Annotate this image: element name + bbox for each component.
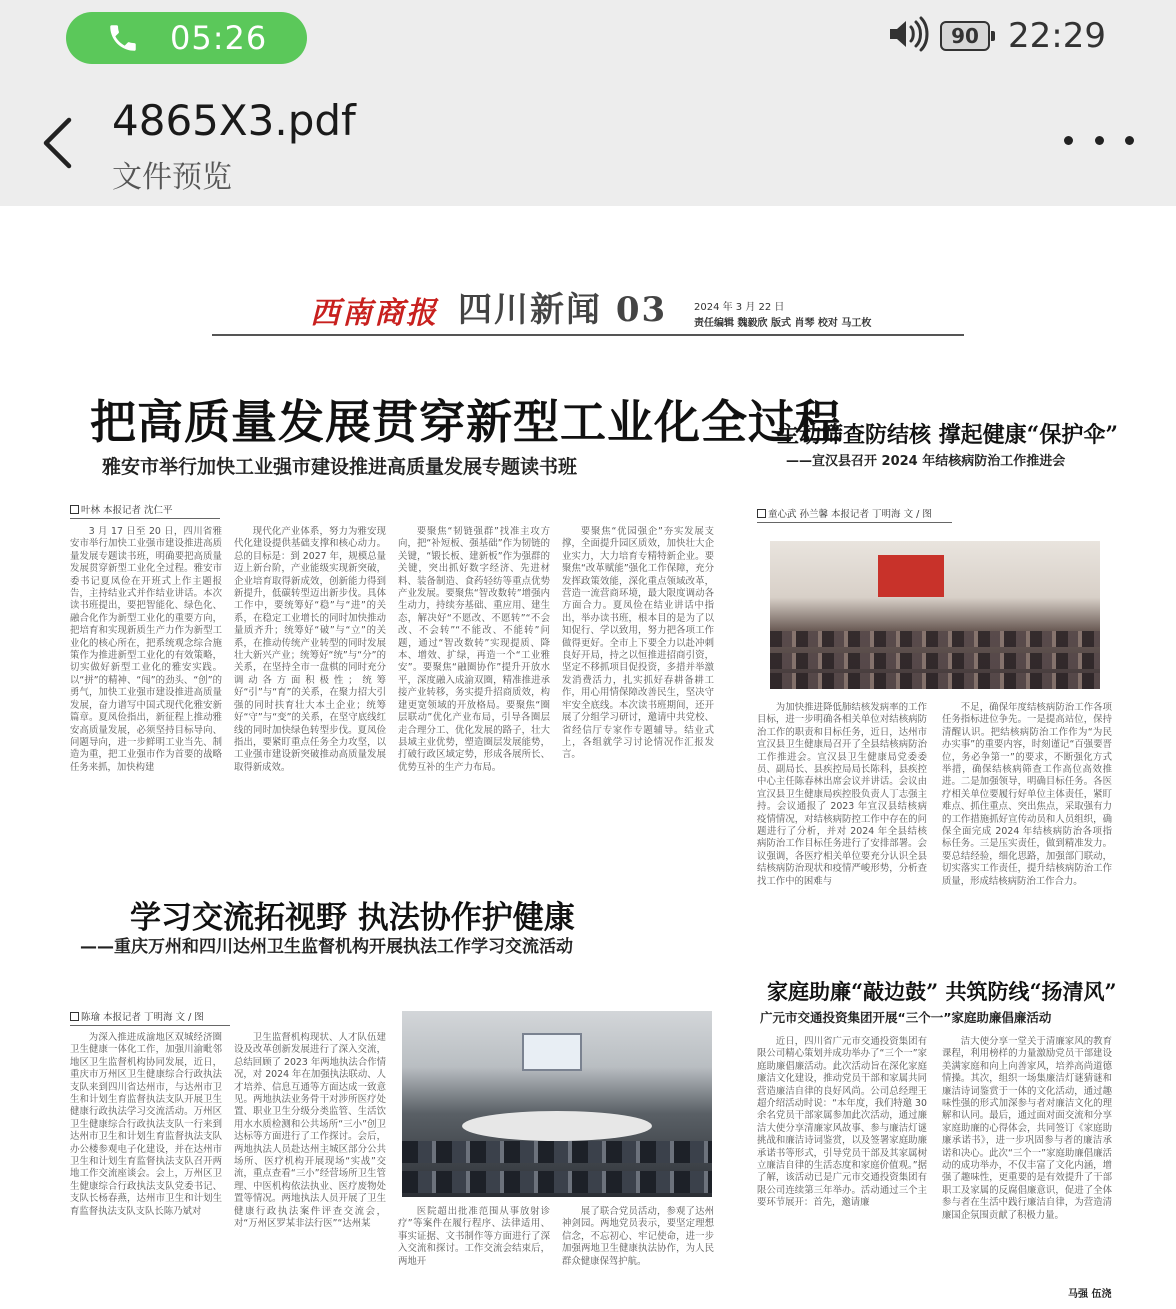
article1-headline: 把高质量发展贯穿新型工业化全过程 [90, 395, 842, 449]
article1-text-3: 要聚焦“韧链强群”找准主攻方向，把“补短板、强基础”作为韧链的关键，“锻长板、建新板”作为强群的关键，突出抓好数字经济、先进材料、装备制造、食药轻纺等重点优势产业发展。要聚焦“智改数转”增强内生动力，持续夯基础、重应用、建生态，解决好“不愿改、不愿转”“不会改、不会转”“不能改、不能转”问题，通过“智改数转”实现提质、降本、增效、扩绿，再造一个“工业雅安”。要聚焦“融圈协作”提升开放水平，深度融入成渝双圈，精准推进承接产业转移，务实提升招商质效，构建更宽领域的开放格局。要聚焦“圈层联动”优化产业布局，引导各圈层走合理分工、优化发展的路子，壮大县域主业优势，塑造圈层发展能势，打破行政区域定势，形成各展所长、优势互补的生产力布局。 [398, 526, 550, 773]
article1-byline: 叶林 本报记者 沈仁平 [70, 502, 220, 519]
article2-text-1: 为加快推进降低肺结核发病率的工作目标，进一步明确各相关单位对结核病防治工作的职责和目标任务，近日，达州市宣汉县卫生健康局召开了全县结核病防治工作推进会。宣汉县卫生健康局党委委员、副局长、县疾控局局长陈科，县疾控中心主任陈春林出席会议并讲话。会议由宣汉县卫生健康局疾控股负责人丁志强主持。会议通报了 2023 年宣汉县结核病疫情情况，对结核病防控工作中存在的问题进行了分析，并对 2024 年全县结核病防治工作目标任务进行了安排部署。会议强调，各医疗相关单位要充分认识全县结核病防治现状和疫情严峻形势，分析查找工作中的困难与 [757, 702, 927, 887]
article4-text-2: 洁大使分享一堂关于清廉家风的教育课程，利用榜样的力量激励党员干部建设美满家庭和向上向善家风，培养高尚道德情操。其次，组织一场集廉洁灯谜猜谜和廉洁诗词鉴赏于一体的文化活动，通过趣味性强的形式加深参与者对廉洁文化的理解和认同。最后，通过面对面交流和分享家庭助廉的心得体会，共同签订《家庭助廉承诺书》，进一步巩固参与者的廉洁承诺和决心。此次“三个一”家庭助廉倡廉活动的成功举办，不仅丰富了文化内涵，增强了趣味性，更重要的是有效提升了干部职工及家属的反腐倡廉意识，促进了全体参与者在生活中践行廉洁自律，为营造清廉国企氛围贡献了积极力量。 [942, 1036, 1112, 1221]
law-enforcement-meeting-photo [402, 1011, 712, 1197]
article1-column-2 [234, 526, 386, 856]
projection-screen [522, 1033, 582, 1071]
status-bar [0, 0, 1176, 80]
article2-text-2: 不足，确保年度结核病防治工作各项任务指标进位争先。一是提高站位，保持清醒认识。把结核病防治工作作为“为民办实事”的重要内容，时刻谨记“百强要晋位，务必争第一”的要求，不断强化方式举措，确保结核病筛查工作高位高效推进。二是加强领导，明确目标任务。各医疗相关单位要履行好单位主体责任，紧盯难点、抓住重点、突出焦点，采取强有力的工作措施抓好宣传动员和人员组织，确保全面完成 2024 年结核病防治各项指标任务。三是压实责任，做到精准发力。要总结经验，细化思路，加强部门联动，切实落实工作责任，提升结核病防治工作质量，形成结核病防治工作合力。 [942, 702, 1112, 887]
article2-column-2 [942, 702, 1112, 936]
article2-headline: 主动筛查防结核 撑起健康“保护伞” [777, 422, 1118, 448]
attendee-row [402, 1141, 712, 1163]
article1-column-1 [70, 526, 222, 856]
back-button[interactable] [32, 108, 82, 178]
editor-credits: 责任编辑 魏毅欣 版式 肖琴 校对 马工枚 [694, 318, 872, 329]
article1-column-4 [562, 526, 714, 856]
article3-column-3 [398, 1206, 550, 1309]
section-title: 四川新闻 03 [458, 290, 668, 330]
attendee-row [402, 1171, 712, 1193]
article3-text-3: 医院超出批准范围从事放射诊疗”等案件在履行程序、法律适用、事实证据、文书制作等方面进行了深入交流和探讨。工作交流会结束后，两地开 [398, 1206, 550, 1267]
status-clock: 22:29 [1008, 16, 1106, 56]
article3-column-2 [234, 1032, 386, 1309]
article1-text-2: 现代化产业体系，努力为雅安现代化建设提供基础支撑和核心动力。总的目标是：到 2027 年，规模总量迈上新台阶，产业能级实现新突破，企业培育取得新成效，创新能力得到新提升，低碳转型迈出新步伐。具体工作中，要统筹好“稳”与“进”的关系，在稳定工业增长的同时加快推动量质齐升；统筹好“破”与“立”的关系，在推动传统产业转型的同时发展壮大新兴产业；统筹好“统”与“分”的关系，在坚持全市一盘棋的同时充分调动各方面积极性；统筹好“引”与“育”的关系，在聚力招大引强的同时扶育壮大本土企业；统筹好“守”与“变”的关系，在坚守底线红线的同时加快绿色转型步伐。夏凤俭指出，要紧盯重点任务全力攻坚，以工业强市建设新突破推动高质量发展取得新成效。 [234, 526, 386, 773]
article4-column-2 [942, 1036, 1112, 1288]
meeting-banner [878, 555, 944, 597]
article1-column-3 [398, 526, 550, 856]
article4-text-1: 近日，四川省广元市交通投资集团有限公司精心策划并成功举办了“三个一”家庭助廉倡廉活动。此次活动旨在深化家庭廉洁文化建设，推动党员干部和家属共同营造廉洁自律的良好风尚。公司总经理王超介绍活动时说：“本年度，我们特邀 30 余名党员干部家属参加此次活动，通过廉洁大使分享清廉家风故事、参与廉洁灯谜挑战和廉洁诗词鉴赏，以及签署家庭助廉承诺书等形式，引导党员干部及其家属树立廉洁自律的生活态度和家庭价值观。”据了解，该活动已是广元市交通投资集团有限公司连续第三年举办。活动通过三个主要环节展开：首先，邀请廉 [757, 1036, 927, 1209]
more-dot [1095, 136, 1104, 145]
article3-subhead: ——重庆万州和四川达州卫生监督机构开展执法工作学习交流活动 [80, 937, 573, 957]
audience-row [770, 631, 1100, 647]
more-horizontal-icon [1064, 136, 1073, 145]
battery-indicator: 90 [940, 21, 990, 51]
article3-text-4: 展了联合党员活动，参观了达州神剑园。两地党员表示，要坚定理想信念，不忘初心、牢记使命，进一步加强两地卫生健康执法协作，为人民群众健康保驾护航。 [562, 1206, 714, 1267]
ongoing-call-pill[interactable] [66, 12, 307, 64]
newspaper-masthead [212, 278, 964, 336]
chevron-left-icon [41, 117, 73, 169]
newspaper-logo: 西南商报 [310, 296, 438, 331]
pdf-page[interactable] [0, 206, 1176, 1309]
article1-subhead: 雅安市举行加快工业强市建设推进高质量发展专题读书班 [102, 456, 578, 478]
article2-byline: 童心武 孙兰馨 本报记者 丁明海 文 / 图 [757, 506, 952, 523]
article3-headline: 学习交流拓视野 执法协作护健康 [130, 900, 575, 936]
article2-subhead: ——宣汉县召开 2024 年结核病防治工作推进会 [786, 454, 1066, 469]
article4-author: 马强 伍浇 [1068, 1289, 1112, 1300]
article1-text-4: 要聚焦“优园强企”夯实发展支撑，全面提升园区质效，加快壮大企业实力，大力培育专精特新企业。要聚焦“改革赋能”强化工作保障，充分发挥政策效能，深化重点领域改革，营造一流营商环境，最大限度调动各方面合力。夏凤俭在结业讲话中指出，举办读书班，根本目的是为了以知促行、学以致用，努力把各项工作做得更好。全市上下要全力以赴冲刺良好开局，持之以恒推进招商引资，坚定不移抓项目促投资，多措并举激发消费活力，扎实抓好春耕备耕工作，用心用情保障改善民生，坚决守牢安全底线。本次读书班期间，还开展了分组学习研讨，邀请中共党校、省经信厅专家作专题辅导。结业式上，各组就学习讨论情况作汇报发言。 [562, 526, 714, 761]
conference-table [462, 1111, 652, 1141]
speaker-volume-icon [886, 16, 930, 56]
article4-headline: 家庭助廉“敲边鼓” 共筑防线“扬清风” [767, 979, 1117, 1004]
article4-subhead: 广元市交通投资集团开展“三个一”家庭助廉倡廉活动 [760, 1010, 1052, 1025]
status-indicators [886, 16, 1106, 56]
article4-column-1 [757, 1036, 927, 1298]
audience-row [770, 653, 1100, 669]
more-options-button[interactable] [1064, 120, 1134, 160]
article2-column-1 [757, 702, 927, 936]
article1-text-1: 3 月 17 日至 20 日，四川省雅安市举行加快工业强市建设推进高质量发展专题读书班，明确要把高质量发展贯穿新型工业化全过程。雅安市委书记夏凤俭在开班式上作主题报告，主持结业式并作结业讲话。本次读书班提出，要把智能化、绿色化、融合化作为新型工业化的重要方向，把培育和实现新质生产力作为新型工业化的核心所在，把系统观念综合施策作为推进新型工业化的有效策略，切实做好新型工业化的雅安实践。以“拼”的精神、“闯”的劲头、“创”的勇气，加快工业强市建设推进高质量发展，奋力谱写中国式现代化雅安新篇章。夏凤俭指出，新征程上推动雅安高质量发展，必须坚持目标导向、问题导向，进一步鲜明工业当先、制造为重，把工业强市作为首要的战略任务来抓，加快构建 [70, 526, 222, 773]
article3-text-1: 为深入推进成渝地区双城经济圈卫生健康一体化工作，加强川渝毗邻地区卫生监督机构协同发展，近日，重庆市万州区卫生健康综合行政执法支队来到四川省达州市，与达州市卫生和计划生育监督执法支队开展卫生健康行政执法学习交流活动。万州区卫生健康综合行政执法支队一行来到达州市卫生和计划生育监督执法支队办公楼参观电子化建设，并在达州市卫生和计划生育监督执法支队召开两地工作交流座谈会。会上，万州区卫生健康综合行政执法支队党委书记、支队长杨春燕，达州市卫生和计划生育监督执法支队支队长陈乃斌对 [70, 1032, 222, 1217]
phone-icon [106, 21, 140, 55]
audience-row [770, 673, 1100, 689]
article3-column-4 [562, 1206, 714, 1309]
file-preview-label: 文件预览 [112, 160, 232, 195]
more-dot [1125, 136, 1134, 145]
article3-text-2: 卫生监督机构现状、人才队伍建设及改革创新发展进行了深入交流，总结回顾了 2023 年两地执法合作情况，对 2024 年在加强执法联动、人才培养、信息互通等方面达成一致意见。两地执法业务骨干对涉所医疗处置、职业卫生分级分类监管、生活饮用水水质检测和公共场所“三小”创卫达标等方面进行了工作探讨。会后，两地执法人员赴达州主城区部分公共场所、医疗机构开展现场“实战”交流，重点查看“三小”经营场所卫生管理、中医机构依法执业、医疗废物处置等情况。两地执法人员开展了卫生健康行政执法案件评查交流会，对“万州区罗某非法行医”“达州某 [234, 1032, 386, 1230]
call-duration: 05:26 [170, 19, 268, 57]
file-name: 4865X3.pdf [112, 96, 356, 145]
article3-byline: 陈瑜 本报记者 丁明海 文 / 图 [70, 1009, 230, 1026]
publish-date: 2024 年 3 月 22 日 [694, 302, 785, 313]
article3-column-1 [70, 1032, 222, 1309]
title-bar [0, 80, 1176, 206]
tb-meeting-photo [770, 541, 1100, 689]
